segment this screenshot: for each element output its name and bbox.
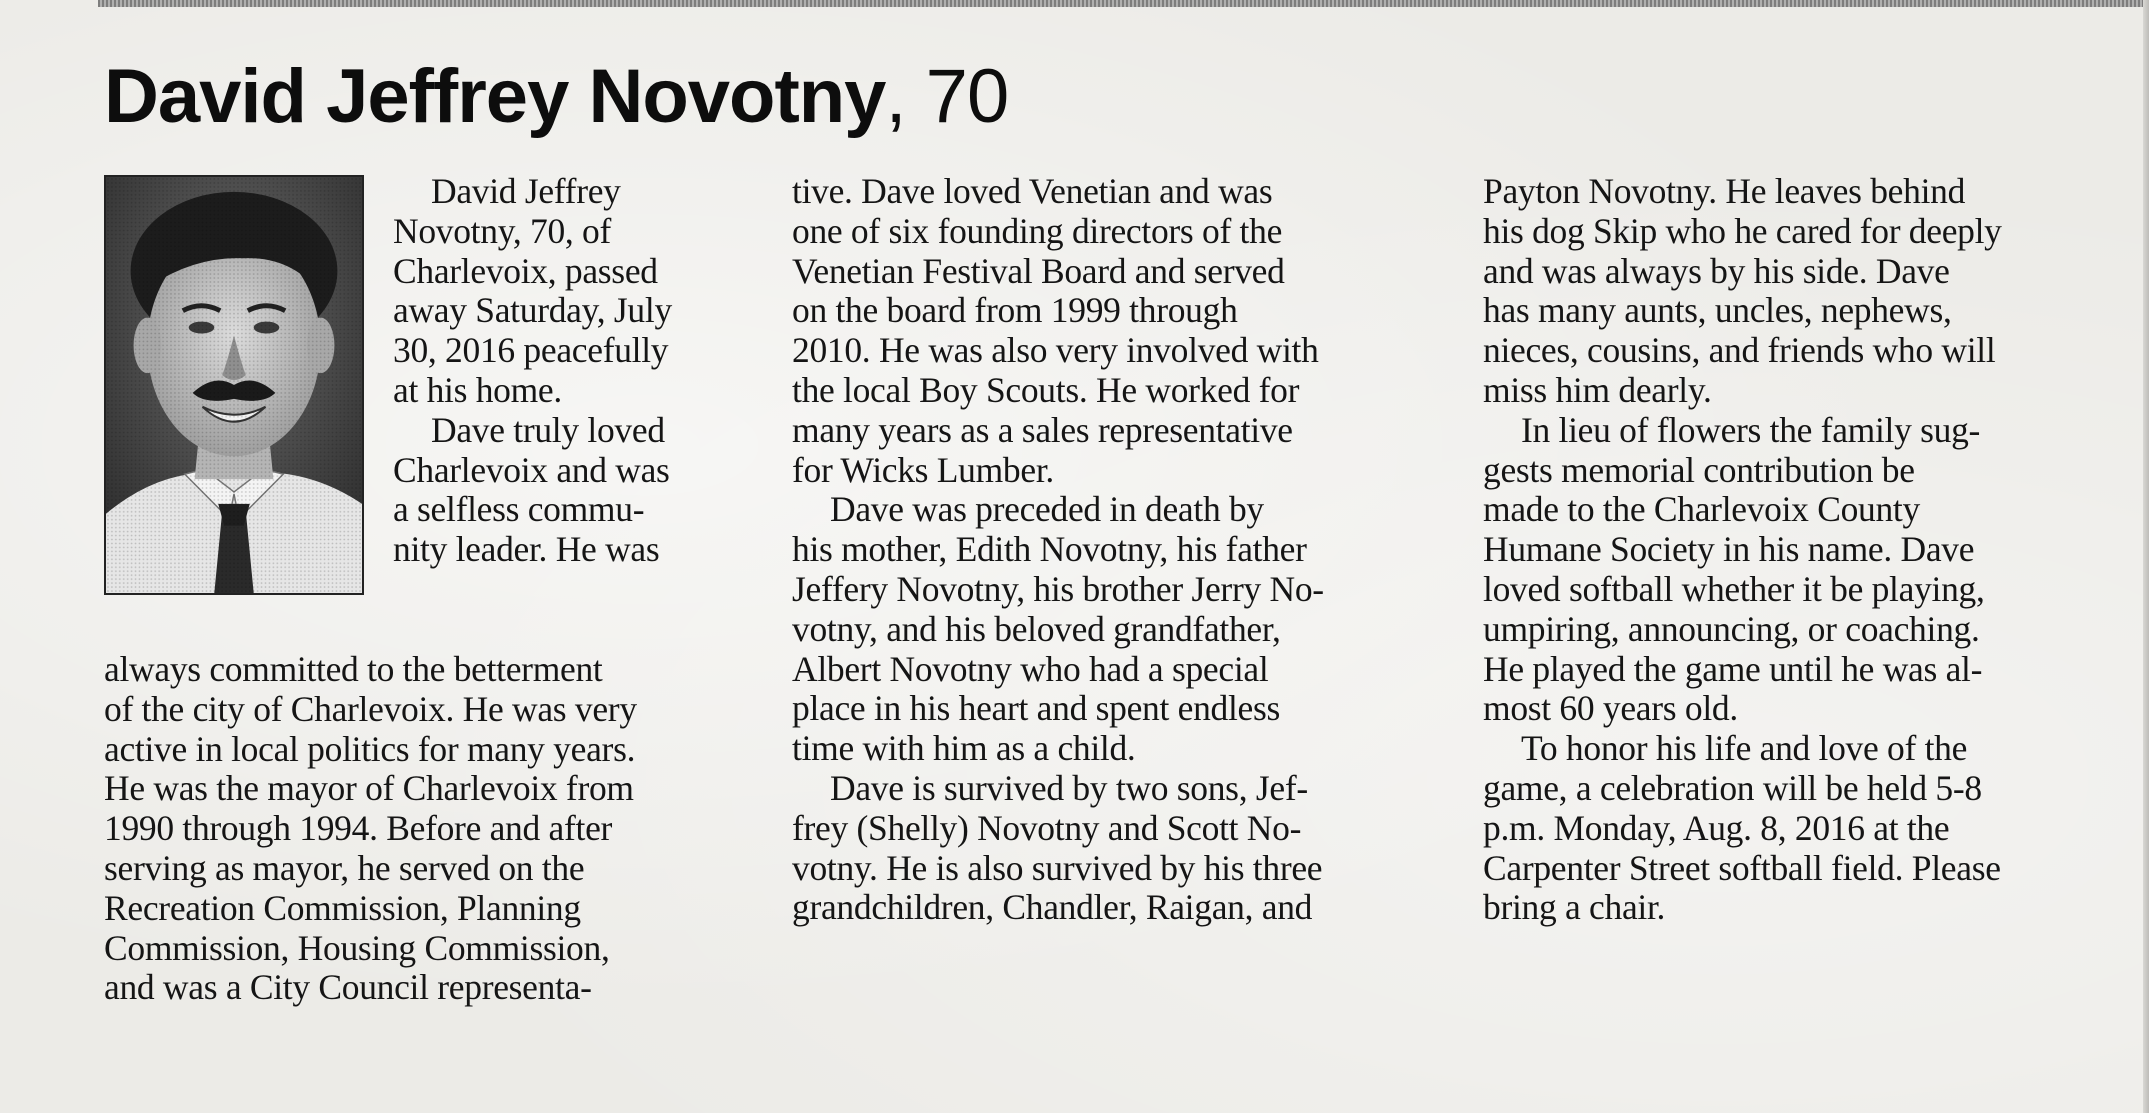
text-line: bring a chair.: [1483, 887, 1666, 928]
text-line: Commission, Housing Commission,: [104, 927, 610, 968]
text-line: Jeffery Novotny, his brother Jerry No-: [792, 568, 1324, 609]
text-line: p.m. Monday, Aug. 8, 2016 at the: [1483, 807, 1950, 848]
text-line: the local Boy Scouts. He worked for: [792, 369, 1300, 410]
text-line: Dave was preceded in death by: [830, 489, 1264, 530]
column-3: [1483, 172, 2002, 928]
text-line: He played the game until he was al-: [1483, 648, 1983, 689]
text-line: Charlevoix and was: [393, 449, 670, 490]
text-line: Albert Novotny who had a special: [792, 648, 1269, 689]
obituary-headline: [104, 52, 1008, 142]
top-rule: [98, 0, 2149, 7]
text-line: David Jeffrey: [431, 171, 621, 211]
text-line: time with him as a child.: [792, 728, 1136, 769]
text-line: serving as mayor, he served on the: [104, 847, 585, 888]
text-line: made to the Charlevoix County: [1483, 489, 1920, 530]
text-line: his mother, Edith Novotny, his father: [792, 529, 1307, 570]
text-line: and was a City Council representa-: [104, 967, 592, 1008]
text-line: Recreation Commission, Planning: [104, 887, 581, 928]
text-line: Carpenter Street softball field. Please: [1483, 847, 2001, 888]
text-line: active in local politics for many years.: [104, 728, 636, 769]
text-line: 2010. He was also very involved with: [792, 330, 1319, 371]
text-line: place in his heart and spent endless: [792, 688, 1281, 729]
text-line: Dave truly loved: [431, 409, 665, 450]
text-line: game, a celebration will be held 5-8: [1483, 767, 1982, 808]
text-line: 1990 through 1994. Before and after: [104, 808, 613, 849]
text-line: Payton Novotny. He leaves behind: [1483, 171, 1966, 211]
text-line: umpiring, announcing, or coaching.: [1483, 608, 1980, 649]
text-line: To honor his life and love of the: [1521, 728, 1968, 769]
text-line: his dog Skip who he cared for deeply: [1483, 210, 2002, 251]
text-line: votny. He is also survived by his three: [792, 847, 1323, 888]
paper-edge: [2143, 0, 2149, 1113]
text-line: Humane Society in his name. Dave: [1483, 529, 1975, 570]
text-line: Dave is survived by two sons, Jef-: [830, 767, 1308, 808]
text-line: In lieu of flowers the family sug-: [1521, 409, 1981, 450]
text-line: Novotny, 70, of: [393, 210, 612, 251]
text-line: and was always by his side. Dave: [1483, 250, 1950, 291]
text-line: votny, and his beloved grandfather,: [792, 608, 1281, 649]
column-2: [792, 172, 1324, 928]
text-line: grandchildren, Chandler, Raigan, and: [792, 887, 1313, 928]
text-line: always committed to the betterment: [104, 649, 603, 689]
text-line: nity leader. He was: [393, 529, 660, 570]
text-line: of the city of Charlevoix. He was very: [104, 688, 637, 729]
text-line: many years as a sales representative: [792, 409, 1293, 450]
text-line: miss him dearly.: [1483, 369, 1712, 410]
text-line: He was the mayor of Charlevoix from: [104, 768, 634, 809]
portrait-photo-icon: [106, 177, 362, 593]
text-line: on the board from 1999 through: [792, 290, 1238, 331]
text-line: nieces, cousins, and friends who will: [1483, 330, 1996, 371]
text-line: one of six founding directors of the: [792, 210, 1283, 251]
text-line: has many aunts, uncles, nephews,: [1483, 290, 1952, 331]
headline-name: David Jeffrey Novotny: [104, 54, 886, 139]
text-line: Charlevoix, passed: [393, 250, 658, 291]
column-1-bottom: [104, 650, 637, 1008]
text-line: most 60 years old.: [1483, 688, 1738, 729]
text-line: tive. Dave loved Venetian and was: [792, 171, 1273, 211]
text-line: 30, 2016 peacefully: [393, 330, 669, 371]
text-line: Venetian Festival Board and served: [792, 250, 1285, 291]
text-line: frey (Shelly) Novotny and Scott No-: [792, 807, 1302, 848]
text-line: loved softball whether it be playing,: [1483, 568, 1985, 609]
portrait-photo: [104, 175, 364, 595]
text-line: away Saturday, July: [393, 290, 672, 331]
text-line: gests memorial contribution be: [1483, 449, 1915, 490]
text-line: a selfless commu-: [393, 489, 645, 530]
text-line: at his home.: [393, 369, 562, 410]
headline-age: , 70: [885, 54, 1009, 139]
text-line: for Wicks Lumber.: [792, 449, 1054, 490]
column-1-top: [393, 172, 672, 570]
